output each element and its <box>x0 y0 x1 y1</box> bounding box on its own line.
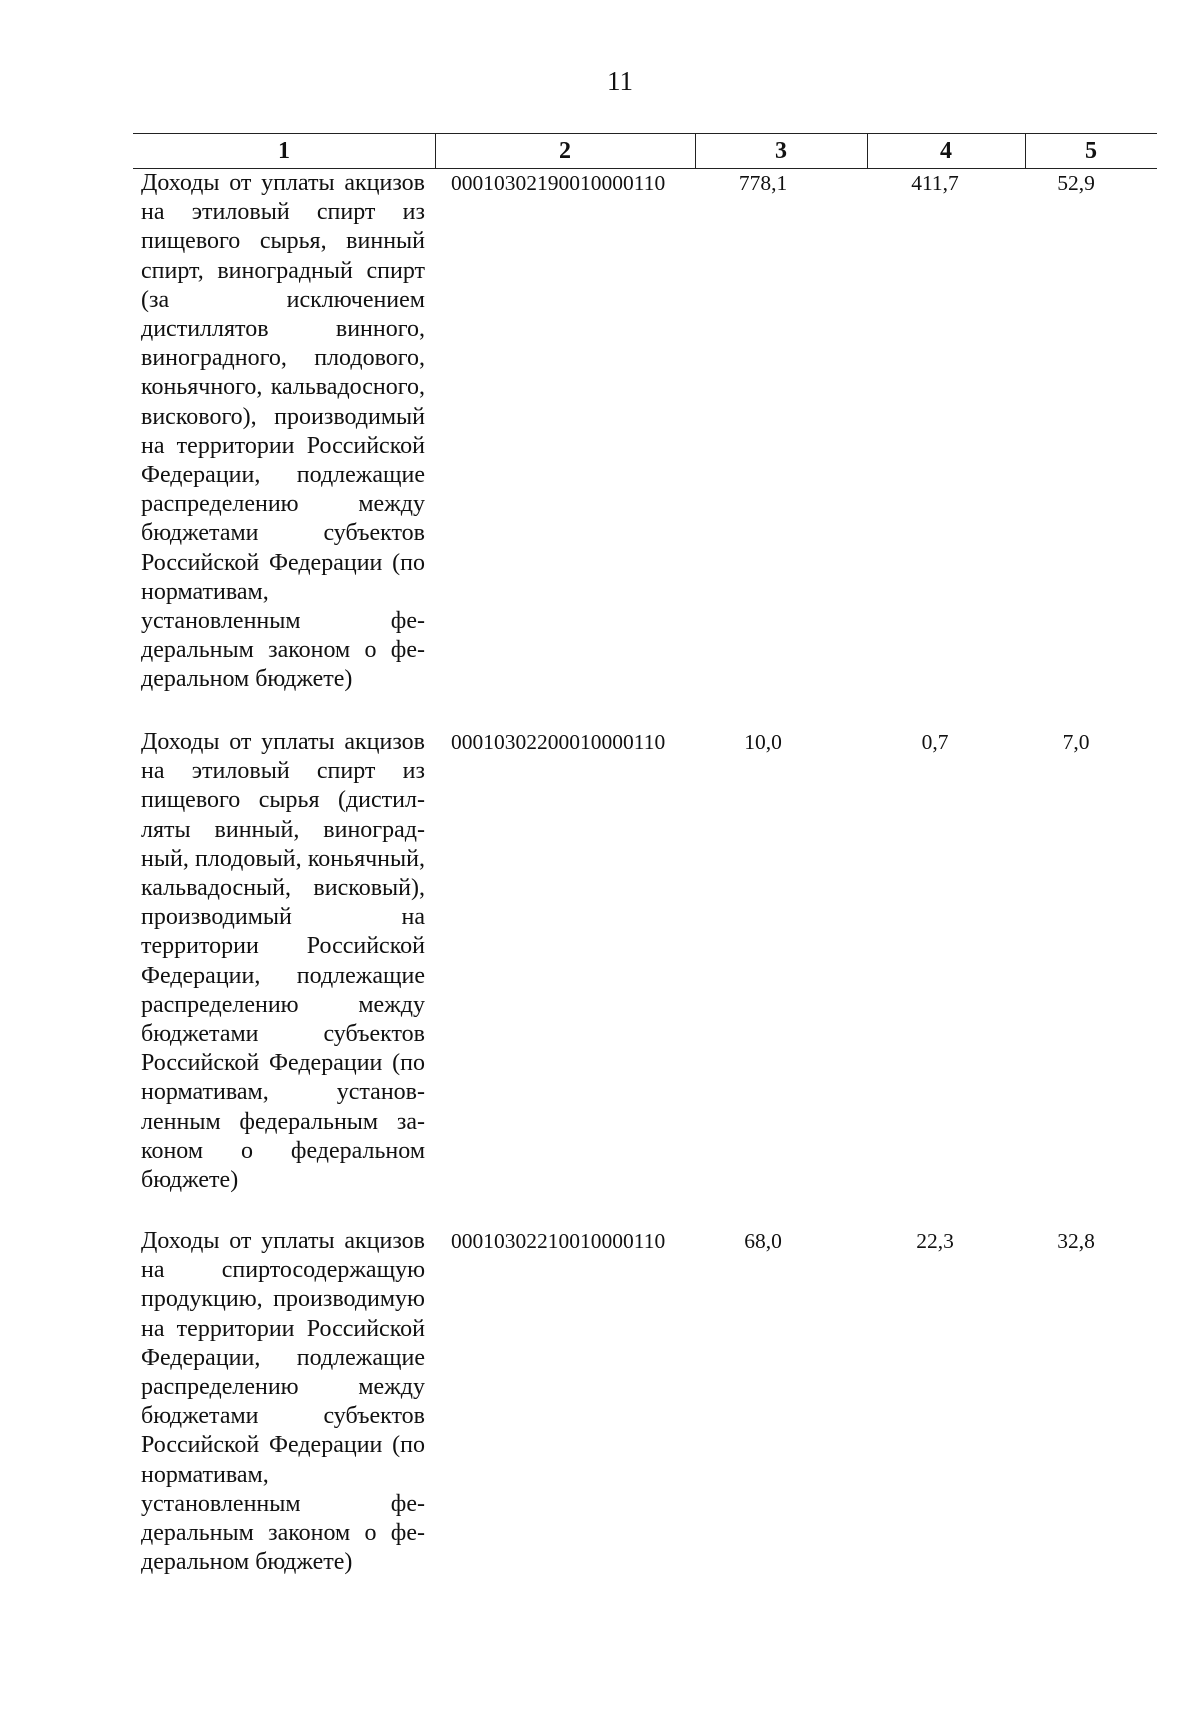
row-code: 00010302200010000110 <box>451 730 666 754</box>
row-value-col-5: 52,9 <box>1057 171 1095 195</box>
header-col-3: 3 <box>775 138 787 164</box>
table-header-row <box>133 133 1157 169</box>
header-col-5: 5 <box>1085 138 1097 164</box>
row-description: Доходы от уплаты акцизов на этиловый спирт из пищевого сырья, винный спирт, виноградный спирт (за исключением дистиллятов винного, виноградного, плодового, коньячного, кальвадосного, вискового), производимый на территории Российской Федерации, подлежащие распределению между бюджетами субъектов Российской Федерации (по нормативам, установленным федеральным законом о федеральном бюджете) <box>141 170 425 693</box>
row-value-col-3: 778,1 <box>738 171 788 195</box>
header-col-4: 4 <box>940 138 952 164</box>
row-value-col-3: 68,0 <box>744 1229 782 1253</box>
row-value-col-4: 22,3 <box>916 1229 954 1253</box>
row-description: Доходы от уплаты акцизов на этиловый спирт из пищевого сырья (дистилляты винный, виноградный, плодовый, коньячный, кальвадосный, висковый), производимый на территории Российской Федерации, подлежащие распределению между бюджетами субъектов Российской Федерации (по нормативам, установленным федеральным законом о федеральном бюджете) <box>141 729 425 1194</box>
row-code: 00010302190010000110 <box>451 171 666 195</box>
row-value-col-5: 7,0 <box>1062 730 1090 754</box>
row-value-col-5: 32,8 <box>1057 1229 1095 1253</box>
row-description: Доходы от уплаты акцизов на спиртосодержащую продукцию, производимую на территории Российской Федерации, подлежащие распределению между бюджетами субъектов Российской Федерации (по нормативам, установленным федеральным законом о федеральном бюджете) <box>141 1228 425 1576</box>
page-number: 11 <box>607 66 633 96</box>
revenue-table <box>133 133 1157 1576</box>
row-value-col-4: 0,7 <box>921 730 949 754</box>
header-col-1: 1 <box>278 138 290 164</box>
row-value-col-3: 10,0 <box>744 730 782 754</box>
header-col-2: 2 <box>559 138 571 164</box>
row-value-col-4: 411,7 <box>911 171 959 195</box>
row-code: 00010302210010000110 <box>451 1229 666 1253</box>
